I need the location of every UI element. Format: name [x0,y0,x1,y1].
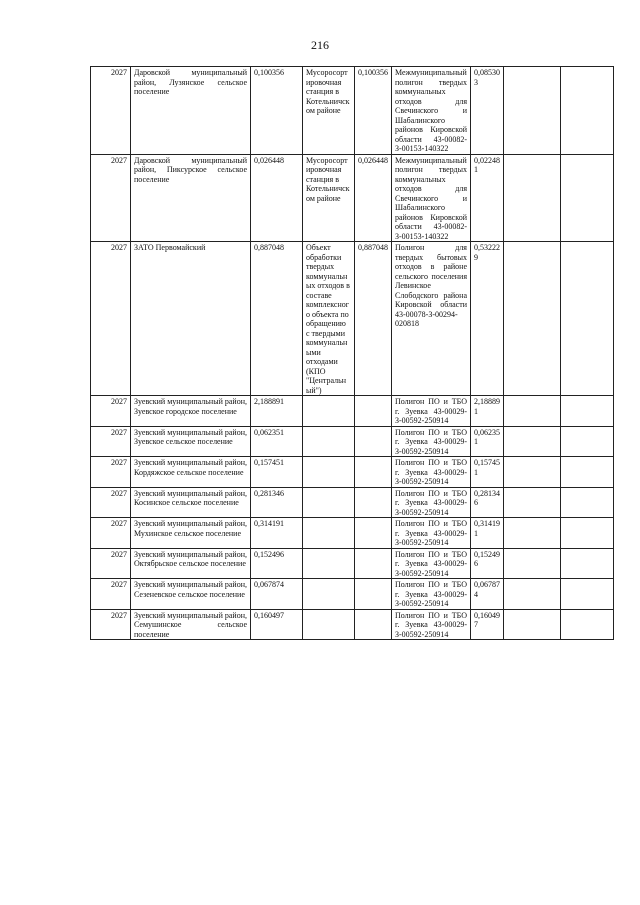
facility-mass-cell: 0,100356 [355,67,392,155]
facility-cell [303,487,355,518]
mass-cell: 0,152496 [251,548,303,579]
municipality-cell: Зуевский муниципальный район, Октябрьское сельское поселение [131,548,251,579]
empty-cell [504,396,561,427]
mass-cell: 0,062351 [251,426,303,457]
municipality-cell: ЗАТО Первомайский [131,242,251,396]
table-row [91,242,614,396]
table-row [91,518,614,549]
table-row [91,396,614,427]
municipality-cell: Зуевский муниципальный район, Мухинское сельское поселение [131,518,251,549]
facility-mass-cell [355,457,392,488]
municipality-cell: Даровской муниципальный район, Пиксурское сельское поселение [131,154,251,242]
target-mass-cell: 0,160497 [471,609,504,640]
facility-mass-cell [355,609,392,640]
target-mass-cell: 0,085303 [471,67,504,155]
facility-mass-cell [355,487,392,518]
facility-cell [303,457,355,488]
target-facility-cell: Полигон ПО и ТБО г. Зуевка 43-00029-З-00592-250914 [392,396,471,427]
empty-cell [561,487,614,518]
facility-cell [303,396,355,427]
facility-mass-cell [355,396,392,427]
year-cell: 2027 [91,609,131,640]
empty-cell [561,242,614,396]
year-cell: 2027 [91,487,131,518]
target-mass-cell: 0,062351 [471,426,504,457]
empty-cell [504,548,561,579]
mass-cell: 0,067874 [251,579,303,610]
year-cell: 2027 [91,67,131,155]
target-facility-cell: Полигон ПО и ТБО г. Зуевка 43-00029-З-00592-250914 [392,457,471,488]
municipality-cell: Зуевский муниципальный район, Зуевское городское поселение [131,396,251,427]
year-cell: 2027 [91,518,131,549]
mass-cell: 2,188891 [251,396,303,427]
facility-mass-cell: 0,887048 [355,242,392,396]
table-row [91,579,614,610]
facility-cell [303,426,355,457]
facility-cell: Мусоросортировочная станция в Котельничском районе [303,154,355,242]
table-row [91,609,614,640]
waste-flow-table [90,66,614,640]
empty-cell [504,67,561,155]
target-mass-cell: 0,022481 [471,154,504,242]
table-row [91,457,614,488]
target-mass-cell: 0,314191 [471,518,504,549]
facility-cell [303,548,355,579]
target-facility-cell: Полигон ПО и ТБО г. Зуевка 43-00029-З-00592-250914 [392,548,471,579]
facility-cell [303,579,355,610]
facility-mass-cell [355,426,392,457]
municipality-cell: Зуевский муниципальный район, Семушинское сельское поселение [131,609,251,640]
municipality-cell: Зуевский муниципальный район, Сезеневское сельское поселение [131,579,251,610]
facility-mass-cell [355,548,392,579]
facility-cell: Объект обработки твердых коммунальных отходов в составе комплексного объекта по обращению с твердыми коммунальными отходами (КПО "Центральный") [303,242,355,396]
table-body [91,67,614,640]
target-mass-cell: 0,157451 [471,457,504,488]
empty-cell [504,487,561,518]
year-cell: 2027 [91,242,131,396]
municipality-cell: Даровской муниципальный район, Лузянское сельское поселение [131,67,251,155]
year-cell: 2027 [91,154,131,242]
target-facility-cell: Полигон для твердых бытовых отходов в районе сельского поселения Левинское Слободского района Кировской области 43-00078-З-00294-020818 [392,242,471,396]
facility-mass-cell [355,579,392,610]
year-cell: 2027 [91,548,131,579]
mass-cell: 0,281346 [251,487,303,518]
facility-cell [303,518,355,549]
empty-cell [561,457,614,488]
empty-cell [504,426,561,457]
empty-cell [504,609,561,640]
empty-cell [561,396,614,427]
mass-cell: 0,887048 [251,242,303,396]
target-facility-cell: Полигон ПО и ТБО г. Зуевка 43-00029-З-00592-250914 [392,609,471,640]
mass-cell: 0,026448 [251,154,303,242]
target-facility-cell: Межмуниципальный полигон твердых коммунальных отходов для Свечинского и Шабалинского районов Кировской области 43-00082-З-00153-140322 [392,154,471,242]
municipality-cell: Зуевский муниципальный район, Кордяжское сельское поселение [131,457,251,488]
target-mass-cell: 0,067874 [471,579,504,610]
empty-cell [504,518,561,549]
facility-cell: Мусоросортировочная станция в Котельничском районе [303,67,355,155]
table-row [91,154,614,242]
table-row [91,426,614,457]
year-cell: 2027 [91,426,131,457]
empty-cell [504,154,561,242]
empty-cell [561,154,614,242]
mass-cell: 0,314191 [251,518,303,549]
target-facility-cell: Полигон ПО и ТБО г. Зуевка 43-00029-З-00592-250914 [392,426,471,457]
empty-cell [504,457,561,488]
year-cell: 2027 [91,396,131,427]
mass-cell: 0,160497 [251,609,303,640]
table-row [91,487,614,518]
municipality-cell: Зуевский муниципальный район, Косинское сельское поселение [131,487,251,518]
empty-cell [561,609,614,640]
empty-cell [561,518,614,549]
target-mass-cell: 0,281346 [471,487,504,518]
empty-cell [561,548,614,579]
year-cell: 2027 [91,579,131,610]
target-facility-cell: Полигон ПО и ТБО г. Зуевка 43-00029-З-00592-250914 [392,487,471,518]
target-facility-cell: Полигон ПО и ТБО г. Зуевка 43-00029-З-00592-250914 [392,579,471,610]
page-number: 216 [311,38,329,52]
facility-mass-cell [355,518,392,549]
empty-cell [504,579,561,610]
empty-cell [561,426,614,457]
empty-cell [561,67,614,155]
empty-cell [561,579,614,610]
target-mass-cell: 2,188891 [471,396,504,427]
target-mass-cell: 0,152496 [471,548,504,579]
facility-cell [303,609,355,640]
target-facility-cell: Полигон ПО и ТБО г. Зуевка 43-00029-З-00592-250914 [392,518,471,549]
table-row [91,548,614,579]
municipality-cell: Зуевский муниципальный район, Зуевское сельское поселение [131,426,251,457]
mass-cell: 0,157451 [251,457,303,488]
table-row [91,67,614,155]
year-cell: 2027 [91,457,131,488]
empty-cell [504,242,561,396]
facility-mass-cell: 0,026448 [355,154,392,242]
target-facility-cell: Межмуниципальный полигон твердых коммунальных отходов для Свечинского и Шабалинского районов Кировской области 43-00082-З-00153-140322 [392,67,471,155]
mass-cell: 0,100356 [251,67,303,155]
target-mass-cell: 0,532229 [471,242,504,396]
